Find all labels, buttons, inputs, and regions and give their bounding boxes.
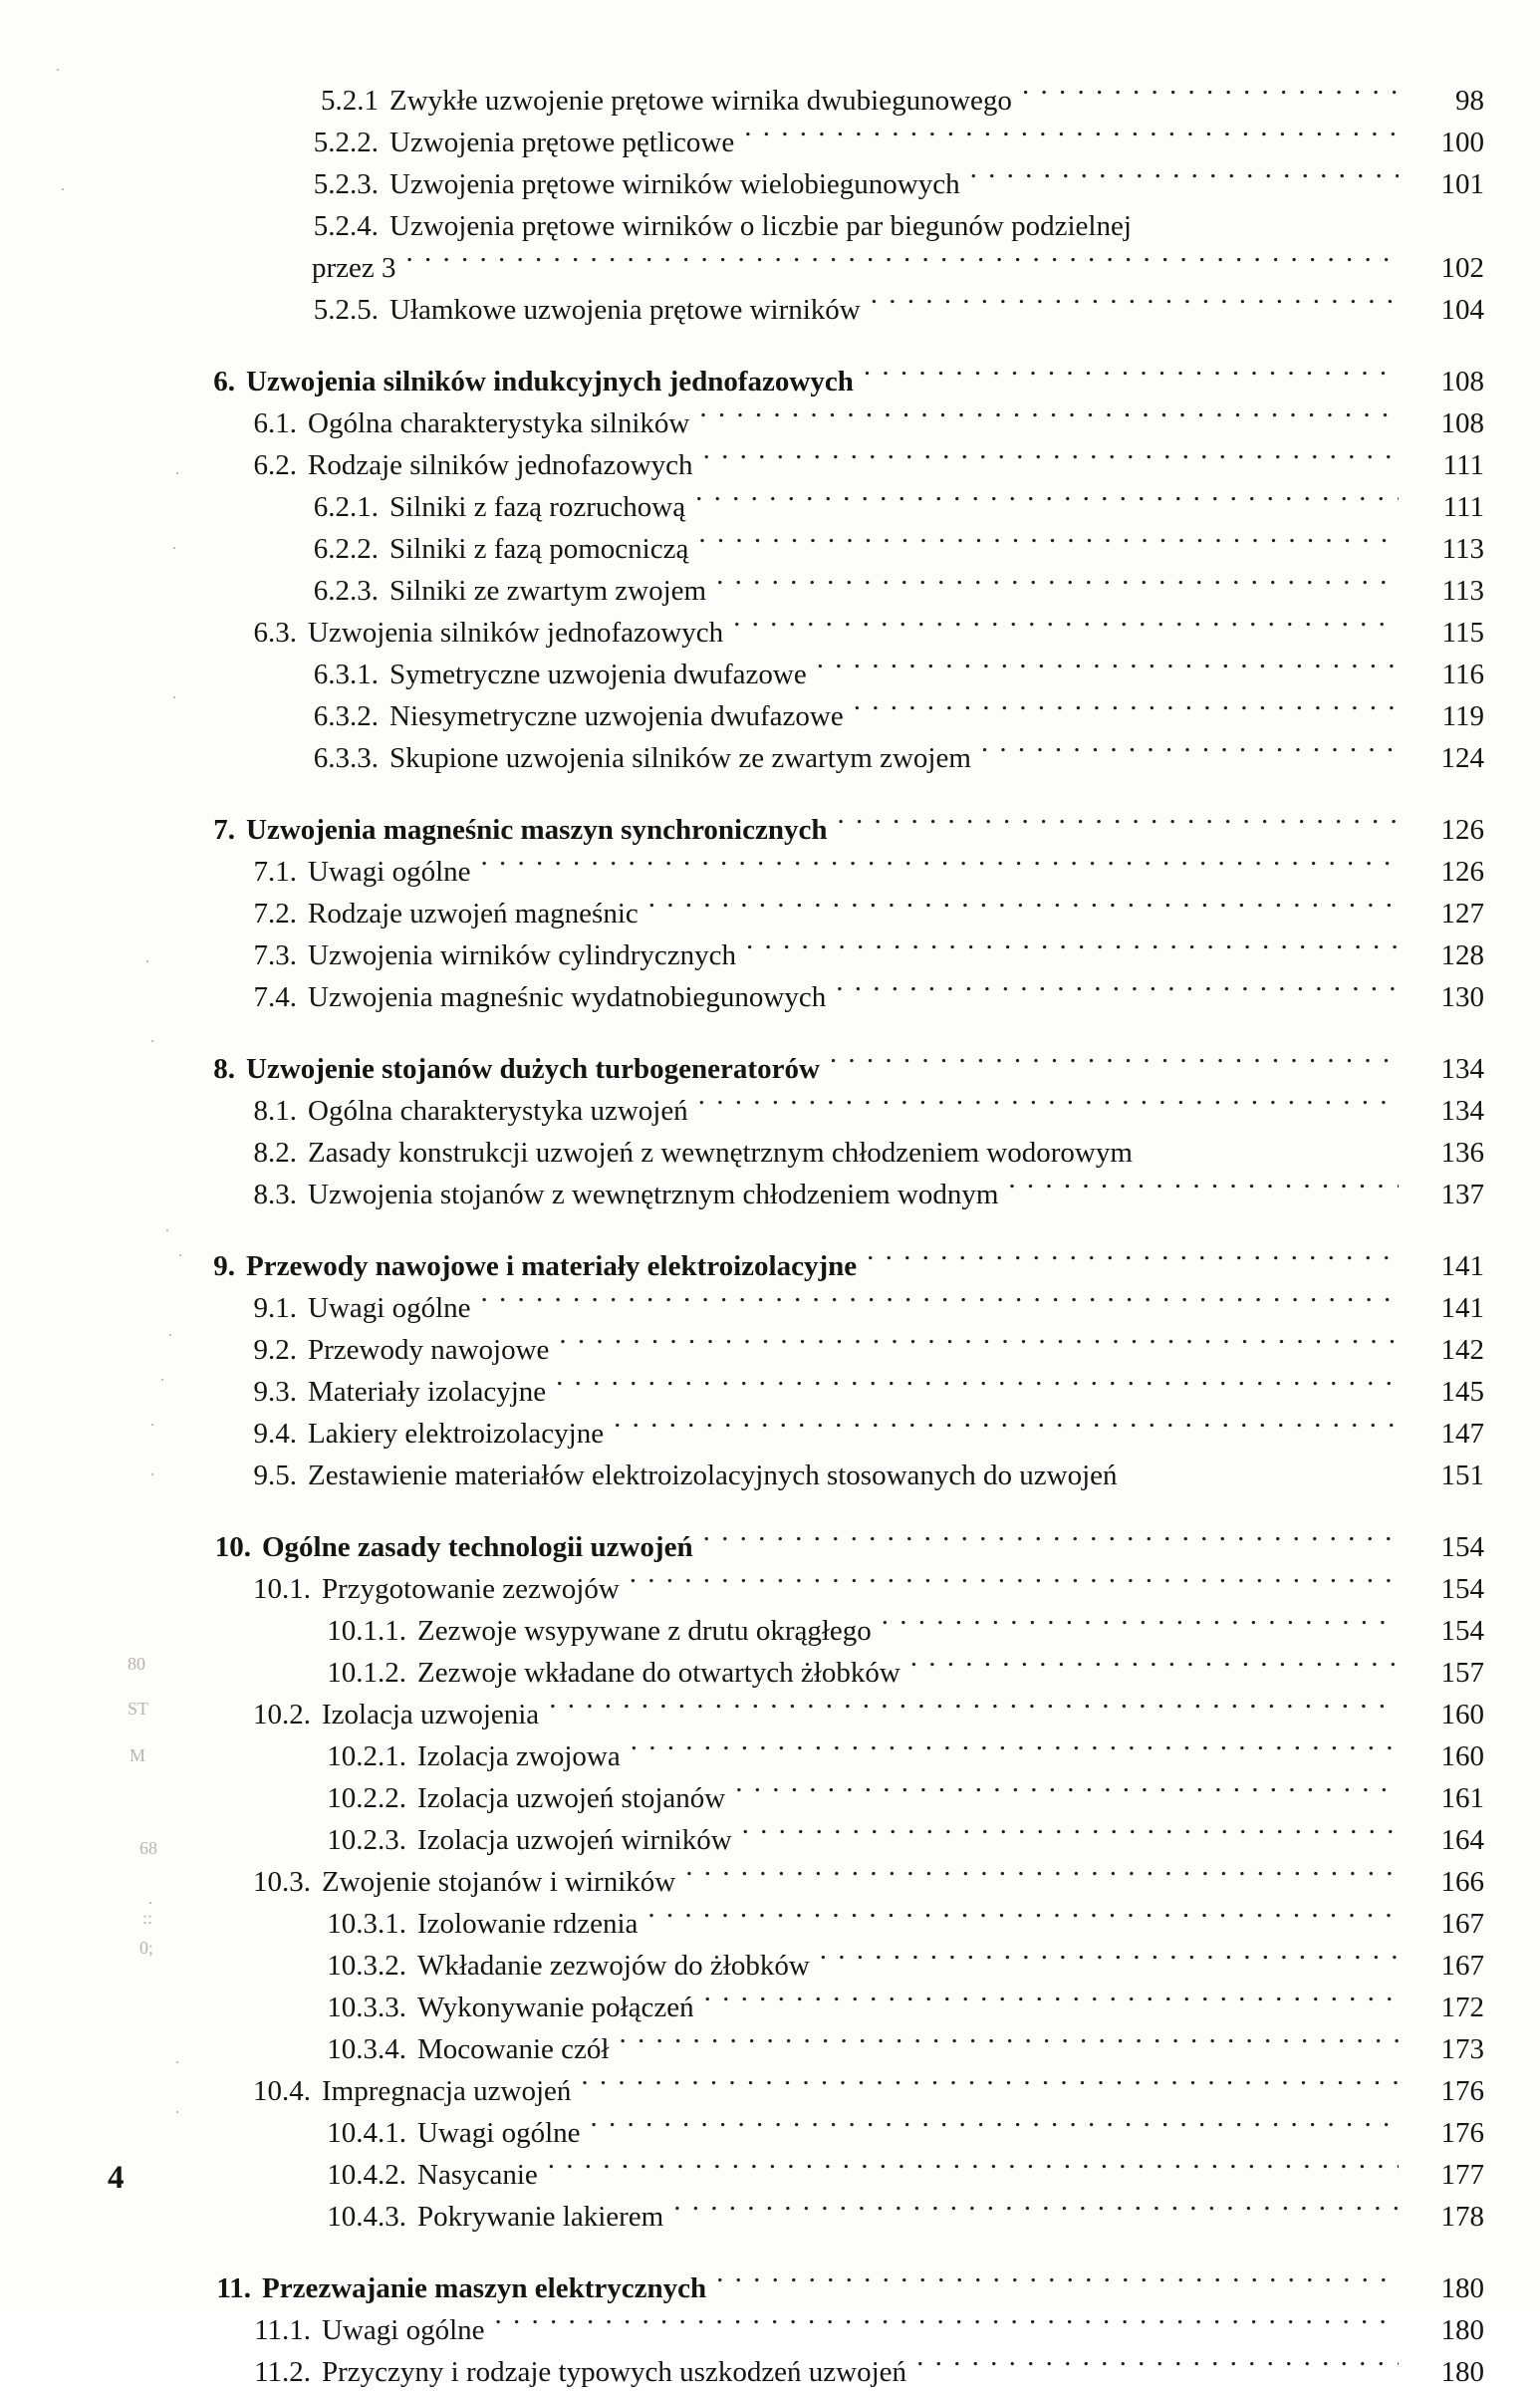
toc-leader-dots xyxy=(648,895,1399,923)
toc-entry-page: 119 xyxy=(1441,700,1484,732)
toc-entry-title: Przewody nawojowe xyxy=(308,1334,550,1366)
toc-entry[interactable] xyxy=(241,1329,1484,1371)
toc-entry-page: 154 xyxy=(1440,1573,1484,1605)
toc-leader-dots xyxy=(549,1696,1399,1724)
toc-entry-page: 177 xyxy=(1440,2159,1484,2191)
toc-entry-number: 7.4. xyxy=(253,981,297,1013)
toc-entry-page: 180 xyxy=(1440,2314,1484,2346)
toc-entry-number: 8.3. xyxy=(253,1179,297,1210)
toc-entry[interactable] xyxy=(189,1048,1484,1090)
toc-leader-dots xyxy=(871,291,1399,319)
toc-entry-number: 10.4.1. xyxy=(327,2117,406,2149)
toc-group xyxy=(189,80,1484,331)
margin-speck: · xyxy=(174,463,180,483)
toc-entry-title: Uwagi ogólne xyxy=(417,2117,581,2149)
toc-leader-dots xyxy=(647,1905,1399,1933)
toc-entry-number: 10.3.1. xyxy=(327,1908,406,1940)
toc-entry[interactable] xyxy=(241,851,1484,893)
toc-entry-page: 154 xyxy=(1440,1531,1484,1563)
toc-entry-title: Mocowanie czół xyxy=(417,2033,610,2065)
margin-speck: :: xyxy=(142,1908,153,1928)
toc-leader-dots xyxy=(581,2072,1399,2100)
toc-entry[interactable] xyxy=(189,1526,1484,1568)
margin-speck: M xyxy=(129,1745,146,1765)
toc-entry-page: 151 xyxy=(1440,1460,1484,1491)
toc-entry-number: 8.1. xyxy=(253,1095,297,1127)
toc-leader-dots xyxy=(495,2311,1400,2339)
toc-entry-title: Rodzaje uzwojeń magneśnic xyxy=(308,898,639,930)
toc-entry-number: 8. xyxy=(213,1053,235,1085)
table-of-contents xyxy=(189,80,1484,2393)
toc-entry-page: 115 xyxy=(1441,617,1484,649)
margin-speck: · xyxy=(149,1464,155,1484)
toc-entry-title: Ogólna charakterystyka uzwojeń xyxy=(308,1095,688,1127)
toc-entry[interactable] xyxy=(299,2196,1484,2238)
toc-entry-page: 126 xyxy=(1440,856,1484,888)
toc-leader-dots xyxy=(916,2353,1399,2381)
toc-entry-number: 10.3. xyxy=(253,1866,311,1898)
toc-entry-number: 7.1. xyxy=(253,856,297,888)
toc-entry-number: 7. xyxy=(213,814,235,846)
toc-entry-title: Uzwojenia prętowe wirników wielobiegunowych xyxy=(389,168,960,200)
toc-leader-dots xyxy=(746,936,1399,964)
toc-entry-page: 136 xyxy=(1440,1137,1484,1169)
toc-entry-page: 141 xyxy=(1440,1292,1484,1324)
toc-entry-title: Izolacja uzwojeń wirników xyxy=(417,1824,732,1856)
toc-entry[interactable] xyxy=(299,1987,1484,2028)
toc-entry-number: 10.2.2. xyxy=(327,1782,406,1814)
toc-entry-title: Uzwojenia magneśnic maszyn synchronicznych xyxy=(246,814,828,846)
toc-entry[interactable] xyxy=(301,80,1484,122)
toc-entry[interactable] xyxy=(301,163,1484,205)
toc-entry-title: Zezwoje wsypywane z drutu okrągłego xyxy=(417,1615,872,1647)
toc-group xyxy=(189,1526,1484,2238)
toc-entry-page: 127 xyxy=(1440,898,1484,930)
toc-leader-dots xyxy=(1143,1134,1399,1162)
toc-entry-number: 10.4.3. xyxy=(327,2201,406,2233)
margin-speck: · xyxy=(177,1245,183,1265)
toc-entry-page: 104 xyxy=(1440,294,1484,326)
toc-entry-number: 5.2.3. xyxy=(313,168,379,200)
margin-speck: · xyxy=(144,951,150,971)
toc-entry-page: 128 xyxy=(1440,939,1484,971)
toc-entry-title: przez 3 xyxy=(312,252,396,284)
toc-entry[interactable] xyxy=(301,528,1484,570)
margin-speck: ST xyxy=(128,1699,149,1719)
toc-entry-title: Lakiery elektroizolacyjne xyxy=(308,1418,605,1450)
toc-entry-page: 180 xyxy=(1440,2356,1484,2388)
toc-entry-title: Zestawienie materiałów elektroizolacyjnych stosowanych do uzwojeń xyxy=(308,1460,1118,1491)
toc-entry[interactable] xyxy=(301,737,1484,779)
toc-leader-dots xyxy=(1128,1457,1399,1484)
toc-entry-title: Zasady konstrukcji uzwojeń z wewnętrznym chłodzeniem wodorowym xyxy=(308,1137,1133,1169)
toc-entry[interactable] xyxy=(241,893,1484,934)
toc-entry[interactable] xyxy=(301,247,1484,289)
margin-speck: · xyxy=(171,687,177,707)
toc-entry-number: 9.1. xyxy=(253,1292,297,1324)
margin-speck: · xyxy=(159,1370,165,1390)
toc-entry[interactable] xyxy=(299,1610,1484,1652)
toc-entry-page: 166 xyxy=(1440,1866,1484,1898)
toc-entry-title: Uzwojenia prętowe wirników o liczbie par biegunów podzielnej xyxy=(389,210,1132,242)
toc-entry-page: 176 xyxy=(1440,2117,1484,2149)
toc-entry-title: Izolacja zwojowa xyxy=(417,1740,621,1772)
toc-leader-dots xyxy=(481,1289,1400,1317)
toc-entry-page: 172 xyxy=(1440,1992,1484,2023)
toc-entry-title: Skupione uzwojenia silników ze zwartym zwojem xyxy=(389,742,971,774)
toc-entry-number: 10.2.1. xyxy=(327,1740,406,1772)
toc-entry-title: Uwagi ogólne xyxy=(308,1292,471,1324)
toc-entry-title: Uzwojenia silników jednofazowych xyxy=(308,617,724,649)
toc-entry[interactable] xyxy=(189,809,1484,851)
toc-leader-dots xyxy=(614,1415,1399,1443)
toc-leader-dots xyxy=(548,2156,1399,2184)
margin-speck: · xyxy=(55,60,61,80)
toc-entry-number: 10.3.2. xyxy=(327,1950,406,1982)
margin-speck: · xyxy=(149,1415,155,1435)
toc-group xyxy=(189,1048,1484,1215)
toc-entry-title: Zwojenie stojanów i wirników xyxy=(322,1866,676,1898)
toc-entry[interactable] xyxy=(189,1245,1484,1287)
toc-entry-number: 8.2. xyxy=(253,1137,297,1169)
toc-entry[interactable] xyxy=(241,402,1484,444)
toc-entry[interactable] xyxy=(229,1568,1484,1610)
toc-leader-dots xyxy=(556,1373,1399,1401)
toc-leader-dots xyxy=(735,1779,1399,1807)
toc-group xyxy=(189,1245,1484,1496)
toc-leader-dots xyxy=(733,614,1399,642)
toc-entry-page: 147 xyxy=(1440,1418,1484,1450)
toc-leader-dots xyxy=(820,1947,1399,1975)
toc-entry-title: Wkładanie zezwojów do żłobków xyxy=(417,1950,810,1982)
toc-entry-number: 7.3. xyxy=(253,939,297,971)
toc-leader-dots xyxy=(559,1331,1399,1359)
toc-entry-number: 9.5. xyxy=(253,1460,297,1491)
margin-speck: · xyxy=(171,538,177,558)
toc-entry-number: 10.1. xyxy=(253,1573,311,1605)
toc-entry[interactable] xyxy=(241,1455,1484,1496)
toc-entry-page: 98 xyxy=(1455,85,1484,117)
toc-entry-page: 160 xyxy=(1440,1699,1484,1730)
toc-entry-title: Niesymetryczne uzwojenia dwufazowe xyxy=(389,700,844,732)
toc-entry-title: Izolacja uzwojeń stojanów xyxy=(417,1782,726,1814)
toc-entry-number: 7.2. xyxy=(253,898,297,930)
toc-entry[interactable] xyxy=(189,2267,1484,2309)
margin-speck: · xyxy=(147,1893,153,1913)
toc-entry-title: Uzwojenia stojanów z wewnętrznym chłodzeniem wodnym xyxy=(308,1179,999,1210)
toc-leader-dots xyxy=(695,488,1399,516)
toc-entry-number: 5.2.2. xyxy=(313,127,379,158)
toc-leader-dots xyxy=(882,1612,1399,1640)
toc-entry[interactable] xyxy=(241,976,1484,1018)
toc-leader-dots xyxy=(716,572,1399,600)
toc-entry-number: 10.4.2. xyxy=(327,2159,406,2191)
toc-entry-number: 6.2.1. xyxy=(313,491,379,523)
toc-entry-title: Rodzaje silników jednofazowych xyxy=(308,449,693,481)
toc-entry-title: Uzwojenia prętowe pętlicowe xyxy=(389,127,735,158)
toc-entry-title: Uzwojenia silników indukcyjnych jednofazowych xyxy=(246,366,854,398)
toc-entry-page: 124 xyxy=(1440,742,1484,774)
toc-entry-page: 154 xyxy=(1440,1615,1484,1647)
toc-entry-page: 111 xyxy=(1442,491,1484,523)
toc-entry[interactable] xyxy=(301,570,1484,612)
margin-speck: · xyxy=(149,1031,155,1051)
toc-entry-number: 9.2. xyxy=(253,1334,297,1366)
toc-leader-dots xyxy=(704,1989,1399,2016)
margin-speck: · xyxy=(60,179,66,199)
toc-entry-number: 11.2. xyxy=(254,2356,311,2388)
toc-entry-number: 6.2. xyxy=(253,449,297,481)
toc-leader-dots xyxy=(703,446,1399,474)
toc-entry-title: Przygotowanie zezwojów xyxy=(322,1573,620,1605)
toc-entry-title: Wykonywanie połączeń xyxy=(417,1992,694,2023)
toc-entry-title: Izolowanie rdzenia xyxy=(417,1908,639,1940)
toc-entry[interactable] xyxy=(299,1945,1484,1987)
toc-entry-title: Ogólne zasady technologii uzwojeń xyxy=(262,1531,693,1563)
toc-entry[interactable] xyxy=(299,2028,1484,2070)
toc-entry-number: 10.4. xyxy=(253,2075,311,2107)
toc-entry-number: 9.4. xyxy=(253,1418,297,1450)
toc-entry-number: 10.1.2. xyxy=(327,1657,406,1689)
toc-entry-page: 176 xyxy=(1440,2075,1484,2107)
toc-entry-page: 160 xyxy=(1440,1740,1484,1772)
toc-entry[interactable] xyxy=(241,1174,1484,1215)
margin-speck: · xyxy=(167,1325,173,1345)
margin-speck: · xyxy=(164,1220,170,1240)
toc-entry[interactable] xyxy=(229,1694,1484,1735)
toc-entry[interactable] xyxy=(299,2154,1484,2196)
toc-entry-number: 10.2.3. xyxy=(327,1824,406,1856)
toc-entry-page: 137 xyxy=(1440,1179,1484,1210)
toc-leader-dots xyxy=(698,530,1399,558)
toc-leader-dots xyxy=(864,363,1399,391)
toc-entry-title: Ułamkowe uzwojenia prętowe wirników xyxy=(389,294,861,326)
toc-entry-number: 6.3.1. xyxy=(313,659,379,690)
toc-leader-dots xyxy=(1142,207,1399,235)
toc-entry-number: 6.3. xyxy=(253,617,297,649)
toc-entry-title: Uzwojenie stojanów dużych turbogeneratorów xyxy=(246,1053,820,1085)
toc-entry-title: Silniki ze zwartym zwojem xyxy=(389,575,707,607)
toc-entry[interactable] xyxy=(229,1861,1484,1903)
toc-entry[interactable] xyxy=(241,612,1484,654)
toc-entry-page: 130 xyxy=(1440,981,1484,1013)
toc-entry[interactable] xyxy=(229,2070,1484,2112)
toc-leader-dots xyxy=(837,811,1399,839)
toc-entry-page: 108 xyxy=(1440,366,1484,398)
toc-entry-page: 141 xyxy=(1440,1250,1484,1282)
toc-entry-number: 10.1.1. xyxy=(327,1615,406,1647)
margin-speck: 80 xyxy=(128,1654,145,1674)
toc-leader-dots xyxy=(742,1821,1399,1849)
toc-entry[interactable] xyxy=(301,695,1484,737)
toc-entry-page: 157 xyxy=(1440,1657,1484,1689)
toc-leader-dots xyxy=(631,1737,1399,1765)
toc-entry-title: Silniki z fazą rozruchową xyxy=(389,491,686,523)
toc-entry[interactable] xyxy=(241,1090,1484,1132)
margin-speck: · xyxy=(174,2102,180,2122)
toc-leader-dots xyxy=(910,1654,1399,1682)
toc-entry-number: 6.2.3. xyxy=(313,575,379,607)
toc-entry[interactable] xyxy=(301,122,1484,163)
toc-entry-number: 6.2.2. xyxy=(313,533,379,565)
toc-entry[interactable] xyxy=(301,486,1484,528)
toc-group xyxy=(189,809,1484,1018)
toc-leader-dots xyxy=(970,165,1399,193)
toc-entry[interactable] xyxy=(299,2112,1484,2154)
toc-leader-dots xyxy=(591,2114,1400,2142)
toc-leader-dots xyxy=(744,124,1399,151)
toc-entry[interactable] xyxy=(189,361,1484,402)
toc-entry[interactable] xyxy=(301,205,1484,247)
toc-entry-title: Przyczyny i rodzaje typowych uszkodzeń uzwojeń xyxy=(322,2356,907,2388)
toc-entry-number: 10.2. xyxy=(253,1699,311,1730)
toc-entry-title: Zwykłe uzwojenie prętowe wirnika dwubiegunowego xyxy=(389,85,1012,117)
toc-group xyxy=(189,361,1484,779)
toc-leader-dots xyxy=(685,1863,1399,1891)
toc-entry[interactable] xyxy=(241,1287,1484,1329)
toc-leader-dots xyxy=(406,249,1399,277)
toc-entry-page: 145 xyxy=(1440,1376,1484,1408)
toc-entry-number: 11. xyxy=(216,2272,251,2304)
toc-entry-page: 134 xyxy=(1440,1053,1484,1085)
toc-leader-dots xyxy=(1022,82,1399,110)
toc-entry-title: Nasycanie xyxy=(417,2159,538,2191)
toc-entry-number: 6.1. xyxy=(253,407,297,439)
toc-entry-page: 108 xyxy=(1440,407,1484,439)
toc-entry[interactable] xyxy=(299,1777,1484,1819)
toc-entry-title: Pokrywanie lakierem xyxy=(417,2201,664,2233)
toc-entry[interactable] xyxy=(241,934,1484,976)
margin-speck: 0; xyxy=(139,1938,154,1958)
toc-entry-title: Ogólna charakterystyka silników xyxy=(308,407,690,439)
toc-entry[interactable] xyxy=(229,2351,1484,2393)
toc-entry[interactable] xyxy=(299,1903,1484,1945)
toc-entry[interactable] xyxy=(229,2309,1484,2351)
toc-entry-page: 113 xyxy=(1441,575,1484,607)
page-folio-number: 4 xyxy=(108,2160,125,2196)
toc-entry-title: Zezwoje wkładane do otwartych żłobków xyxy=(417,1657,900,1689)
toc-entry-page: 101 xyxy=(1440,168,1484,200)
toc-entry-number: 9. xyxy=(213,1250,235,1282)
toc-entry[interactable] xyxy=(241,1371,1484,1413)
toc-leader-dots xyxy=(817,656,1399,683)
toc-entry-number: 6. xyxy=(213,366,235,398)
toc-entry-page: 111 xyxy=(1442,449,1484,481)
toc-entry-page: 116 xyxy=(1441,659,1484,690)
toc-entry-title: Izolacja uzwojenia xyxy=(322,1699,540,1730)
toc-entry[interactable] xyxy=(299,1735,1484,1777)
toc-entry[interactable] xyxy=(241,444,1484,486)
toc-group xyxy=(189,2267,1484,2393)
toc-entry-number: 5.2.5. xyxy=(313,294,379,326)
toc-leader-dots xyxy=(867,1247,1399,1275)
toc-leader-dots xyxy=(716,2269,1399,2297)
toc-entry-page: 173 xyxy=(1440,2033,1484,2065)
toc-entry-number: 5.2.4. xyxy=(313,210,379,242)
toc-entry-page: 167 xyxy=(1440,1950,1484,1982)
toc-entry-page: 167 xyxy=(1440,1908,1484,1940)
toc-leader-dots xyxy=(1008,1176,1399,1203)
toc-entry[interactable] xyxy=(241,1132,1484,1174)
toc-leader-dots xyxy=(836,978,1399,1006)
toc-entry-title: Impregnacja uzwojeń xyxy=(322,2075,572,2107)
toc-leader-dots xyxy=(698,1092,1399,1120)
toc-entry[interactable] xyxy=(241,1413,1484,1455)
toc-entry-number: 6.3.2. xyxy=(313,700,379,732)
toc-entry-page: 178 xyxy=(1440,2201,1484,2233)
toc-entry-number: 10.3.3. xyxy=(327,1992,406,2023)
margin-speck: · xyxy=(174,2052,180,2072)
toc-entry-page: 180 xyxy=(1440,2272,1484,2304)
toc-entry-title: Uzwojenia wirników cylindrycznych xyxy=(308,939,737,971)
toc-entry-title: Symetryczne uzwojenia dwufazowe xyxy=(389,659,807,690)
toc-leader-dots xyxy=(703,1528,1399,1556)
toc-entry-title: Uwagi ogólne xyxy=(308,856,471,888)
toc-entry-page: 134 xyxy=(1440,1095,1484,1127)
toc-entry-number: 9.3. xyxy=(253,1376,297,1408)
toc-entry-title: Materiały izolacyjne xyxy=(308,1376,547,1408)
toc-entry-number: 10.3.4. xyxy=(327,2033,406,2065)
toc-entry-page: 113 xyxy=(1441,533,1484,565)
toc-entry-page: 126 xyxy=(1440,814,1484,846)
toc-entry-page: 161 xyxy=(1440,1782,1484,1814)
toc-entry-number: 11.1. xyxy=(254,2314,311,2346)
toc-leader-dots xyxy=(830,1050,1399,1078)
toc-leader-dots xyxy=(699,404,1399,432)
toc-entry-number: 6.3.3. xyxy=(313,742,379,774)
toc-entry[interactable] xyxy=(299,1652,1484,1694)
toc-entry-title: Silniki z fazą pomocniczą xyxy=(389,533,689,565)
toc-entry-page: 142 xyxy=(1440,1334,1484,1366)
toc-entry-number: 5.2.1 xyxy=(321,85,379,117)
toc-entry-title: Uzwojenia magneśnic wydatnobiegunowych xyxy=(308,981,827,1013)
toc-leader-dots xyxy=(630,1570,1399,1598)
toc-leader-dots xyxy=(619,2030,1399,2058)
toc-leader-dots xyxy=(481,853,1400,881)
toc-entry[interactable] xyxy=(301,654,1484,695)
toc-entry-title: Przezwajanie maszyn elektrycznych xyxy=(262,2272,707,2304)
toc-leader-dots xyxy=(673,2198,1399,2226)
toc-leader-dots xyxy=(854,697,1399,725)
toc-entry-page: 164 xyxy=(1440,1824,1484,1856)
toc-leader-dots xyxy=(981,739,1399,767)
toc-entry-page: 100 xyxy=(1440,127,1484,158)
toc-entry-number: 10. xyxy=(214,1531,251,1563)
toc-entry-page: 102 xyxy=(1440,252,1484,284)
toc-entry[interactable] xyxy=(301,289,1484,331)
toc-entry-title: Przewody nawojowe i materiały elektroizolacyjne xyxy=(246,1250,858,1282)
toc-entry-title: Uwagi ogólne xyxy=(322,2314,485,2346)
margin-speck: 68 xyxy=(139,1838,157,1858)
toc-entry[interactable] xyxy=(299,1819,1484,1861)
